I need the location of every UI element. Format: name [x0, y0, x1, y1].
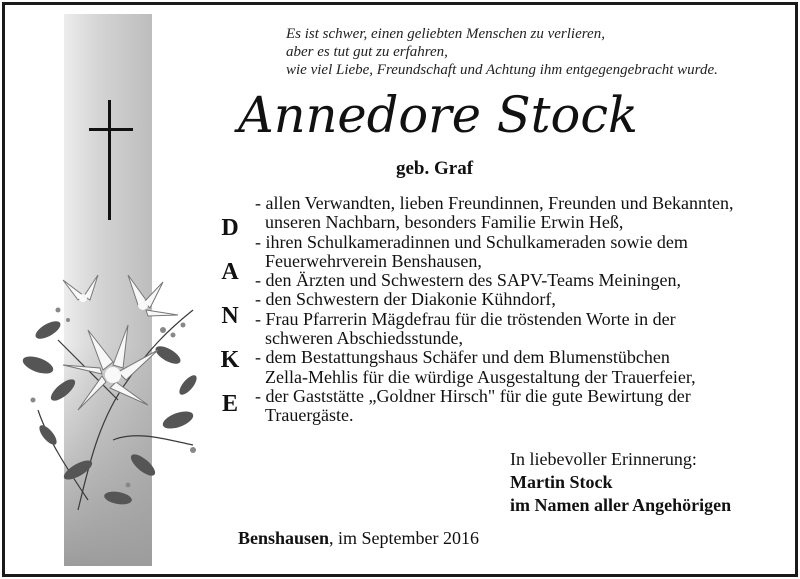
memory-signature: [510, 448, 770, 517]
danke-letter: A: [221, 259, 239, 285]
thanks-line: Feuerwehrverein Benshausen,: [265, 250, 482, 271]
quote-line: wie viel Liebe, Freundschaft und Achtung ihm entgegengebracht wurde.: [286, 62, 718, 78]
danke-letter: D: [221, 215, 239, 241]
thanks-line: - Frau Pfarrerin Mägdefrau für die tröstenden Worte in der: [255, 308, 676, 329]
thanks-line: Trauergäste.: [265, 405, 354, 426]
danke-letter: N: [221, 303, 239, 329]
signer-name: Martin Stock: [510, 472, 613, 492]
quote-line: Es ist schwer, einen geliebten Menschen zu verlieren,: [286, 26, 605, 42]
thanks-line: - allen Verwandten, lieben Freundinnen, Freunden und Bekannten,: [255, 193, 734, 213]
thanks-line: - den Schwestern der Diakonie Kühndorf,: [255, 289, 556, 310]
thanks-list: [255, 194, 785, 426]
quote-line: aber es tut gut zu erfahren,: [286, 44, 448, 60]
lily-flowers-image: [18, 270, 208, 520]
thanks-line: - ihren Schulkameradinnen und Schulkameraden sowie dem: [255, 231, 688, 252]
memory-intro: In liebevoller Erinnerung:: [510, 449, 697, 469]
maiden-name: geb. Graf: [396, 158, 474, 179]
deceased-name: [230, 82, 650, 144]
thanks-line: - der Gaststätte „Goldner Hirsch" für die gute Bewirtung der: [255, 385, 691, 406]
danke-column: [218, 206, 242, 426]
thanks-line: - dem Bestattungshaus Schäfer und dem Blumenstübchen: [255, 347, 670, 368]
thanks-line: unseren Nachbarn, besonders Familie Erwin Heß,: [265, 212, 624, 233]
date-text: , im September 2016: [329, 528, 480, 548]
place-date: [238, 528, 479, 549]
opening-quote: [286, 25, 766, 79]
cross-icon: [86, 100, 136, 220]
place-name: Benshausen: [238, 528, 330, 548]
thanks-line: Zella-Mehlis für die würdige Ausgestaltung der Trauerfeier,: [265, 366, 696, 387]
thanks-line: schweren Abschiedsstunde,: [265, 328, 463, 349]
danke-letter: K: [220, 347, 240, 373]
danke-letter: E: [221, 391, 238, 417]
deceased-name-text: Annedore Stock: [234, 86, 638, 144]
signer-behalf: im Namen aller Angehörigen: [510, 495, 732, 515]
thanks-line: - den Ärzten und Schwestern des SAPV-Teams Meiningen,: [255, 270, 681, 291]
